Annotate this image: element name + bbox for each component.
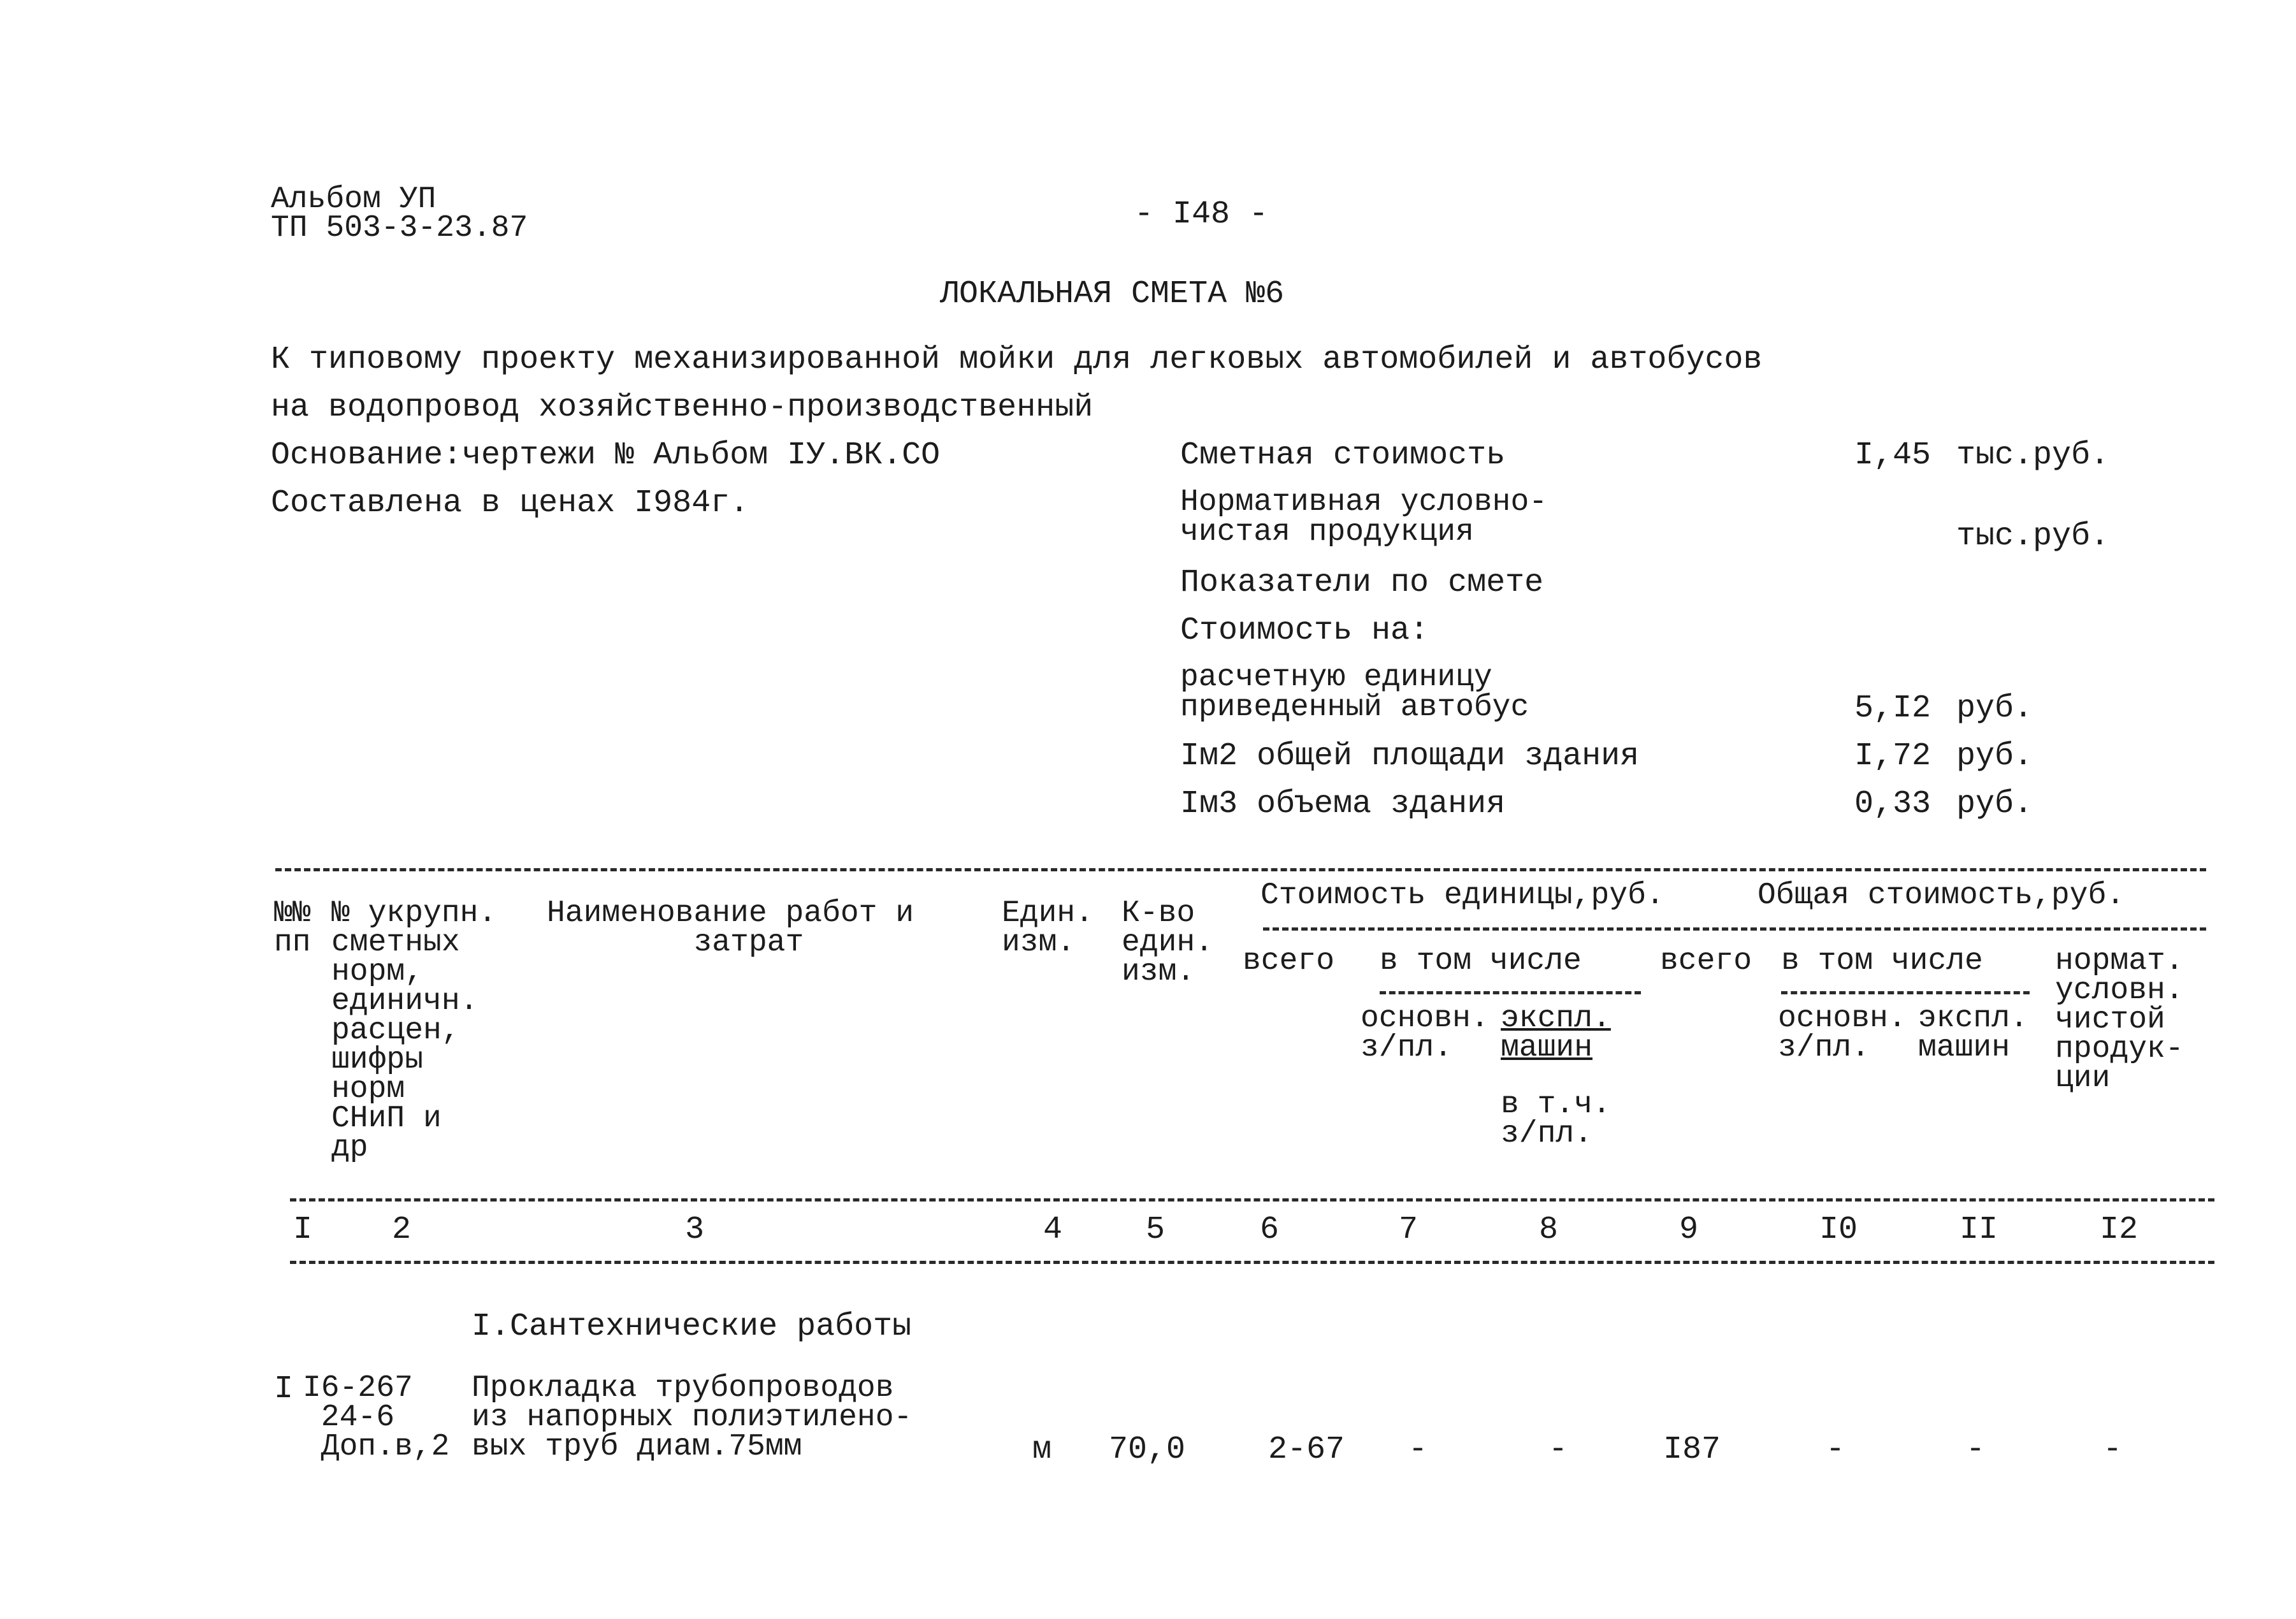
column-number: I xyxy=(292,1212,313,1248)
column-number: 6 xyxy=(1259,1212,1280,1248)
intro-line-2: на водопровод хозяйственно-производственный xyxy=(271,389,1094,426)
row-unit-machines: - xyxy=(1548,1432,1568,1468)
row-total-wage: - xyxy=(1825,1432,1845,1468)
row-name: Прокладка трубопроводов из напорных полиэтилено- вых труб диам.75мм xyxy=(472,1371,913,1464)
area-unit: руб. xyxy=(1956,738,2033,774)
row-normative: - xyxy=(2102,1432,2123,1468)
row-unit: м xyxy=(1032,1432,1052,1468)
page-number: - I48 - xyxy=(1134,196,1269,233)
document-title: ЛОКАЛЬНАЯ СМЕТА №6 xyxy=(940,276,1285,312)
column-number: 2 xyxy=(391,1212,412,1248)
header-unit-cost-group: Стоимость единицы,руб. xyxy=(1260,878,1664,913)
column-number: I0 xyxy=(1819,1212,1858,1248)
intro-line-1: К типовому проекту механизированной мойки для легковых автомобилей и автобусов xyxy=(271,342,1763,378)
row-unit-wage: - xyxy=(1408,1432,1428,1468)
column-number: 4 xyxy=(1043,1212,1063,1248)
header-col-9: всего xyxy=(1660,944,1752,978)
header-col-3: Наименование работ и затрат xyxy=(547,896,914,960)
estimated-cost-unit: тыс.руб. xyxy=(1956,437,2110,474)
row-code: I6-267 24-6 Доп.в,2 xyxy=(303,1371,450,1464)
area-label: Iм2 общей площади здания xyxy=(1180,738,1640,774)
column-number: 3 xyxy=(684,1212,705,1248)
volume-value: 0,33 xyxy=(1854,786,1931,822)
header-including-total: в том числе xyxy=(1781,944,1983,978)
column-number: 9 xyxy=(1679,1212,1699,1248)
estimated-cost-label: Сметная стоимость xyxy=(1180,437,1506,474)
unit-label-2: приведенный автобус xyxy=(1180,690,1529,725)
column-number: I2 xyxy=(2099,1212,2139,1248)
row-total: I87 xyxy=(1663,1432,1721,1468)
unit-value: 5,I2 xyxy=(1854,690,1931,727)
header-col-11: экспл. машин xyxy=(1918,1001,2028,1065)
unit-unit: руб. xyxy=(1956,690,2033,727)
header-col-8: экспл. машин xyxy=(1501,1001,1611,1065)
prices-year: Составлена в ценах I984г. xyxy=(271,485,749,521)
including-total-rule xyxy=(1781,991,2030,994)
album-label: Альбом УП xyxy=(271,182,437,217)
normative-label-2: чистая продукция xyxy=(1180,515,1474,549)
header-col-8-sub: в т.ч. з/пл. xyxy=(1501,1087,1611,1151)
header-col-1: №№ пп xyxy=(274,896,311,960)
area-value: I,72 xyxy=(1854,738,1931,774)
column-numbers-top-rule xyxy=(290,1198,2214,1202)
cost-per-label: Стоимость на: xyxy=(1180,613,1429,649)
including-unit-rule xyxy=(1380,991,1641,994)
header-col-10: основн. з/пл. xyxy=(1778,1001,1907,1065)
row-unit-total: 2-67 xyxy=(1267,1432,1345,1468)
estimated-cost-value: I,45 xyxy=(1854,437,1931,474)
project-code: ТП 503-3-23.87 xyxy=(271,211,528,245)
volume-label: Iм3 объема здания xyxy=(1180,786,1506,822)
header-col-7: основн. з/пл. xyxy=(1361,1001,1489,1065)
header-col-6: всего xyxy=(1243,944,1335,978)
row-number: I xyxy=(274,1371,294,1407)
table-top-rule xyxy=(275,868,2206,871)
header-col-4: Един. изм. xyxy=(1002,896,1094,960)
group-divider-rule xyxy=(1263,927,2206,931)
normative-unit: тыс.руб. xyxy=(1956,518,2110,555)
row-total-machines: - xyxy=(1965,1432,1986,1468)
section-title: I.Сантехнические работы xyxy=(472,1309,912,1345)
header-including-unit: в том числе xyxy=(1380,944,1582,978)
header-col-5: К-во един. изм. xyxy=(1122,896,1214,989)
column-number: 8 xyxy=(1538,1212,1559,1248)
header-col-12: нормат. условн. чистой продук- ции xyxy=(2055,944,2184,1096)
unit-label-1: расчетную единицу xyxy=(1180,660,1492,695)
column-numbers-bottom-rule xyxy=(290,1261,2214,1264)
normative-label-1: Нормативная условно- xyxy=(1180,485,1548,519)
column-number: 5 xyxy=(1145,1212,1166,1248)
header-col-2: № укрупн. сметных норм, единичн. расцен, шифры норм СНиП и др xyxy=(331,896,497,1165)
column-number: 7 xyxy=(1398,1212,1419,1248)
indicators-label: Показатели по смете xyxy=(1180,565,1544,601)
header-total-cost-group: Общая стоимость,руб. xyxy=(1758,878,2125,913)
row-qty: 70,0 xyxy=(1108,1432,1186,1468)
volume-unit: руб. xyxy=(1956,786,2033,822)
basis: Основание:чертежи № Альбом IУ.ВК.СО xyxy=(271,437,941,474)
column-number: II xyxy=(1959,1212,1998,1248)
